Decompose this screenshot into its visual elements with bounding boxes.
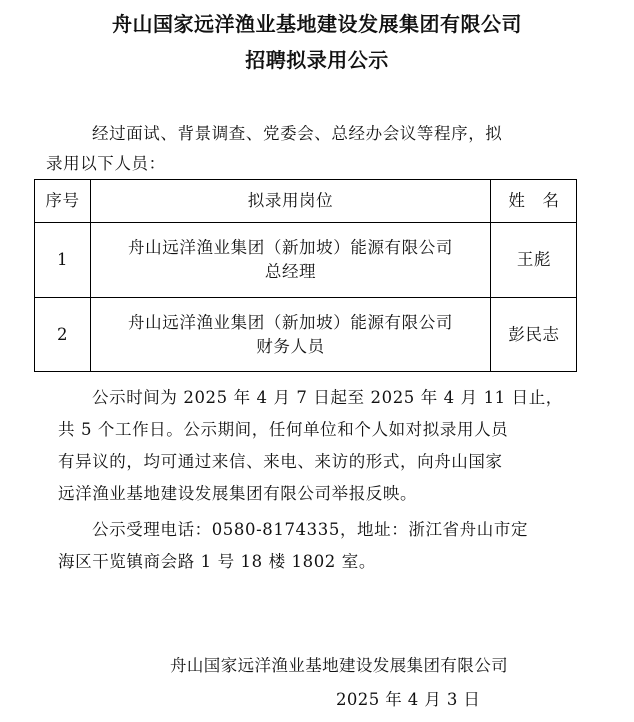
signature-org: 舟山国家远洋渔业基地建设发展集团有限公司 [170,656,508,675]
row-1-position [91,223,490,297]
header-position: 拟录用岗位 [247,191,334,210]
header-no: 序号 [45,191,80,210]
row-2-position [91,298,490,371]
row-1-no: 1 [56,250,69,269]
contact-line-1: 公示受理电话：0580-8174335，地址：浙江省舟山市定 [92,520,529,539]
intro-line-1: 经过面试、背景调查、党委会、总经办会议等程序，拟 [92,124,503,143]
document-subtitle: 招聘拟录用公示 [245,48,389,72]
row-1-name: 王彪 [516,250,552,269]
row-1-position-line-1: 舟山远洋渔业集团（新加坡）能源有限公司 [128,238,453,257]
row-2-position-line-1: 舟山远洋渔业集团（新加坡）能源有限公司 [128,312,453,332]
header-name: 姓 名 [508,191,560,210]
notice-line-2: 共 5 个工作日。公示期间，任何单位和个人如对拟录用人员 [58,420,509,439]
notice-line-4: 远洋渔业基地建设发展集团有限公司举报反映。 [58,484,418,503]
hiring-table [34,179,577,372]
row-2-position-line-2: 财务人员 [256,336,325,356]
row-2-no: 2 [56,324,69,344]
row-2-name: 彭民志 [508,324,560,344]
notice-line-3: 有异议的，均可通过来信、来电、来访的形式，向舟山国家 [58,452,503,471]
notice-line-1: 公示时间为 2025 年 4 月 7 日起至 2025 年 4 月 11 日止， [92,388,563,407]
contact-line-2: 海区干览镇商会路 1 号 18 楼 1802 室。 [58,552,376,571]
signature-date: 2025 年 4 月 3 日 [336,690,481,709]
row-1-position-line-2: 总经理 [264,262,317,281]
intro-line-2: 录用以下人员： [46,154,166,173]
document-title: 舟山国家远洋渔业基地建设发展集团有限公司 [112,12,522,36]
